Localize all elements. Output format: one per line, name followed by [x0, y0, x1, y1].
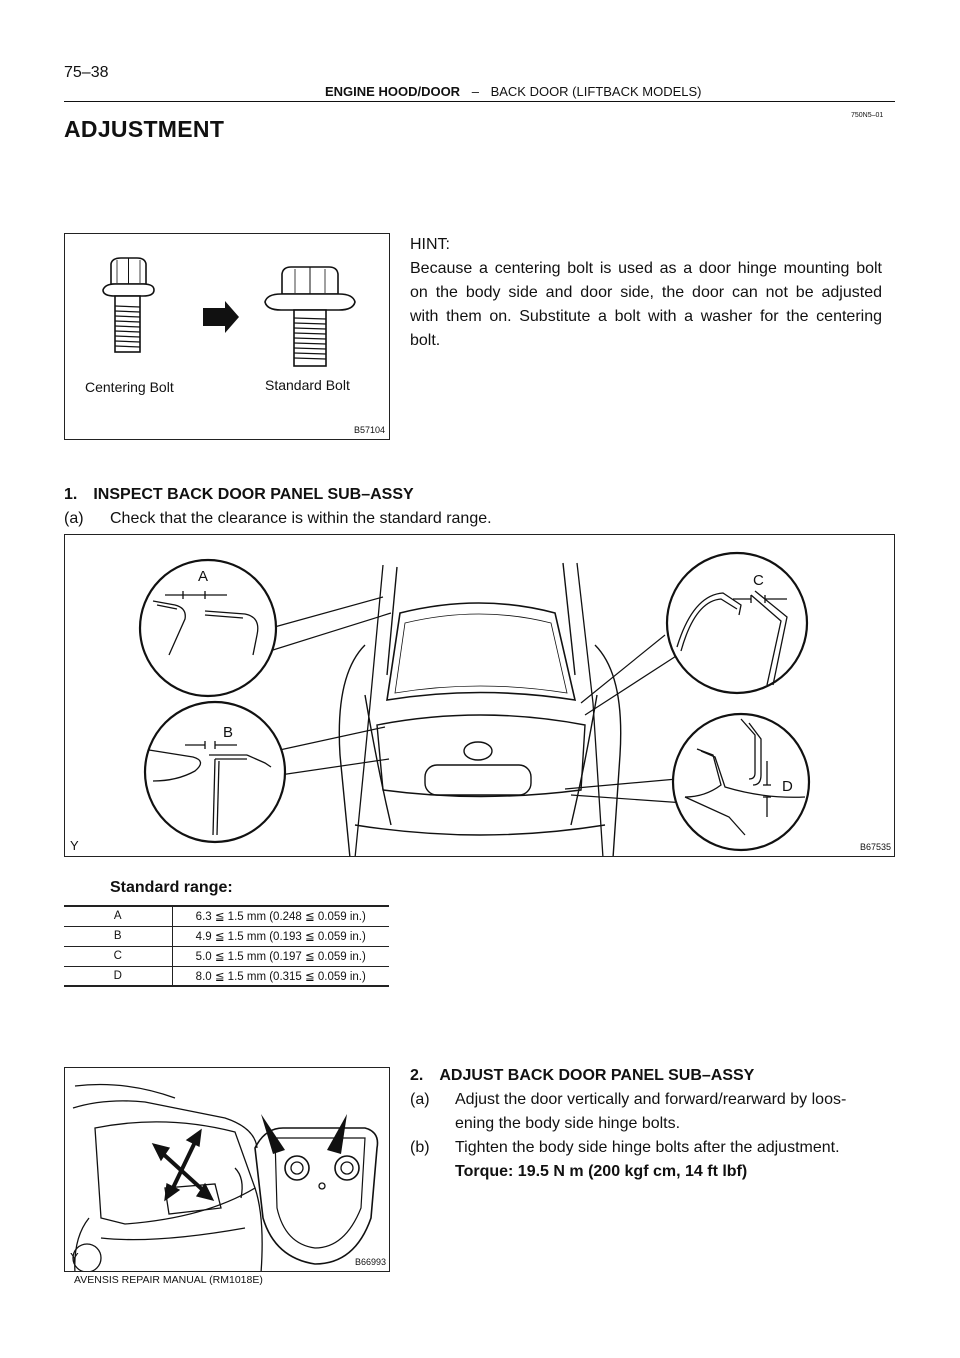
standard-range-label: Standard range: — [110, 879, 233, 896]
hinge-illustration — [65, 1068, 390, 1272]
standard-bolt-label: Standard Bolt — [265, 377, 350, 393]
range-key: A — [64, 906, 172, 926]
hint-text — [410, 257, 882, 353]
document-code: 750N5–01 — [851, 112, 884, 119]
label-b: B — [223, 724, 234, 741]
figure-id: B66993 — [354, 1257, 386, 1267]
table-row — [64, 966, 389, 986]
hint-line: bolt. — [410, 332, 441, 349]
table-row — [64, 926, 389, 946]
hint-line: on the body side and door side, the door can not be adjusted — [410, 284, 882, 301]
figure-id: B67535 — [859, 842, 891, 852]
manual-footer: AVENSIS REPAIR MANUAL (RM1018E) — [74, 1274, 263, 1286]
rear-window — [387, 603, 575, 700]
centering-bolt-label: Centering Bolt — [85, 379, 174, 395]
step-1a-text: Check that the clearance is within the standard range. — [110, 510, 492, 527]
step-2b-marker: (b) — [410, 1139, 430, 1156]
standard-bolt-icon — [265, 267, 355, 366]
section-title: ENGINE HOOD/DOOR — [325, 84, 461, 99]
label-a: A — [198, 568, 209, 585]
section-header — [325, 84, 701, 99]
section-separator: – — [471, 84, 479, 99]
torque-spec: Torque: 19.5 N m (200 kgf cm, 14 ft lbf) — [455, 1163, 748, 1180]
hint-label: HINT: — [410, 236, 450, 253]
license-plate — [425, 765, 531, 795]
label-c: C — [753, 572, 764, 589]
emblem-icon — [464, 742, 492, 760]
step-2a-line2: ening the body side hinge bolts. — [455, 1115, 681, 1132]
hint-line: Because a centering bolt is used as a door hinge mounting bolt — [410, 260, 882, 277]
hinge-bolt-icon — [285, 1156, 359, 1180]
car-rear-body — [339, 563, 620, 857]
range-key: B — [64, 926, 172, 946]
hint-line: with them on. Substitute a bolt with a washer for the centering — [410, 308, 882, 325]
label-d: D — [782, 778, 793, 795]
centering-bolt-icon — [103, 258, 154, 352]
table-row — [64, 946, 389, 966]
step-2a-line1: Adjust the door vertically and forward/rearward by loos- — [455, 1091, 847, 1108]
arrow-right-icon — [203, 301, 239, 333]
header-rule — [64, 101, 895, 102]
hinge-figure — [64, 1067, 390, 1272]
back-door-illustration — [65, 535, 895, 857]
clearance-figure — [64, 534, 895, 857]
step-1a-marker: (a) — [64, 510, 84, 527]
arrow-icon — [327, 1114, 347, 1154]
step-2a-marker: (a) — [410, 1091, 430, 1108]
back-door-panel — [377, 715, 585, 797]
figure-id: B57104 — [353, 425, 385, 435]
range-key: C — [64, 946, 172, 966]
car-trunk-view — [73, 1085, 262, 1273]
range-key: D — [64, 966, 172, 986]
range-value: 8.0 ≦ 1.5 mm (0.315 ≦ 0.059 in.) — [172, 966, 389, 986]
bolt-illustration — [65, 234, 390, 440]
subsection-title: BACK DOOR (LIFTBACK MODELS) — [490, 84, 702, 99]
page-number: 75–38 — [64, 64, 109, 81]
step-2b-text: Tighten the body side hinge bolts after the adjustment. — [455, 1139, 840, 1156]
orientation-mark: Y — [70, 838, 79, 853]
range-value: 5.0 ≦ 1.5 mm (0.197 ≦ 0.059 in.) — [172, 946, 389, 966]
range-value: 6.3 ≦ 1.5 mm (0.248 ≦ 0.059 in.) — [172, 906, 389, 926]
table-row — [64, 906, 389, 926]
standard-range-table — [64, 905, 389, 987]
page-title: ADJUSTMENT — [64, 116, 225, 142]
orientation-mark: Y — [70, 1250, 79, 1265]
bolt-figure — [64, 233, 390, 440]
step-1-title: 1. INSPECT BACK DOOR PANEL SUB–ASSY — [64, 486, 414, 503]
range-value: 4.9 ≦ 1.5 mm (0.193 ≦ 0.059 in.) — [172, 926, 389, 946]
step-2-title: 2. ADJUST BACK DOOR PANEL SUB–ASSY — [410, 1067, 755, 1084]
